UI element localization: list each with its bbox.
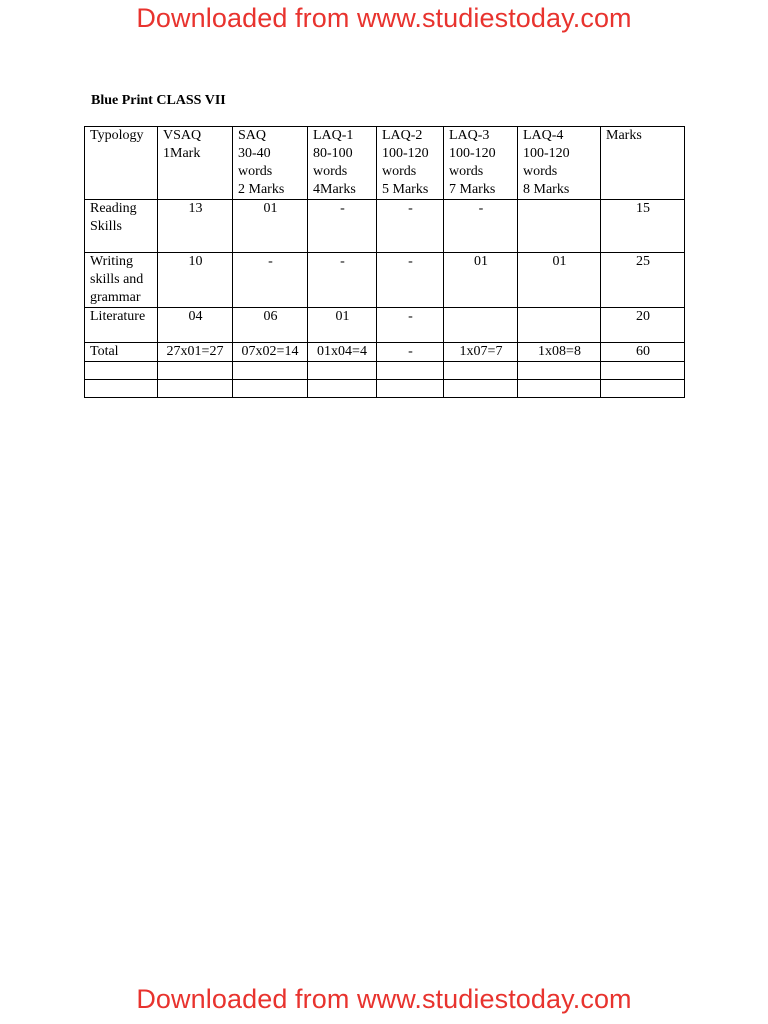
table-cell-marks: 15 bbox=[601, 200, 685, 253]
header-laq-4: LAQ-4 100-120 words 8 Marks bbox=[518, 127, 601, 200]
table-cell: 27x01=27 bbox=[158, 343, 233, 362]
table-cell bbox=[444, 380, 518, 398]
table-cell: - bbox=[377, 343, 444, 362]
row-label: Literature bbox=[85, 308, 158, 343]
table-cell: - bbox=[377, 253, 444, 308]
header-typology: Typology bbox=[85, 127, 158, 200]
table-cell: 13 bbox=[158, 200, 233, 253]
document-title: Blue Print CLASS VII bbox=[91, 93, 226, 108]
table-cell-marks: 20 bbox=[601, 308, 685, 343]
table-cell-marks: 60 bbox=[601, 343, 685, 362]
header-saq: SAQ 30-40 words 2 Marks bbox=[233, 127, 308, 200]
table-cell bbox=[518, 380, 601, 398]
table-cell: 07x02=14 bbox=[233, 343, 308, 362]
table-cell bbox=[377, 380, 444, 398]
table-cell: 04 bbox=[158, 308, 233, 343]
table-cell: 1x08=8 bbox=[518, 343, 601, 362]
table-cell bbox=[158, 362, 233, 380]
table-cell bbox=[518, 308, 601, 343]
table-row bbox=[85, 253, 685, 308]
table-cell bbox=[518, 362, 601, 380]
table-cell: - bbox=[377, 308, 444, 343]
table-cell: 06 bbox=[233, 308, 308, 343]
table-cell: 01 bbox=[233, 200, 308, 253]
table-cell bbox=[601, 362, 685, 380]
table-cell bbox=[308, 380, 377, 398]
table-cell bbox=[85, 380, 158, 398]
header-laq-2: LAQ-2 100-120 words 5 Marks bbox=[377, 127, 444, 200]
table-cell bbox=[158, 380, 233, 398]
table-cell bbox=[233, 362, 308, 380]
table-cell: 01 bbox=[518, 253, 601, 308]
table-row bbox=[85, 308, 685, 343]
table-cell: - bbox=[444, 200, 518, 253]
header-laq-3: LAQ-3 100-120 words 7 Marks bbox=[444, 127, 518, 200]
table-row-empty bbox=[85, 362, 685, 380]
table-cell bbox=[308, 362, 377, 380]
table-row-total bbox=[85, 343, 685, 362]
table-cell: 1x07=7 bbox=[444, 343, 518, 362]
table-cell bbox=[444, 308, 518, 343]
header-vsaq: VSAQ 1Mark bbox=[158, 127, 233, 200]
row-label: Reading Skills bbox=[85, 200, 158, 253]
blueprint-table bbox=[84, 126, 685, 398]
table-row bbox=[85, 200, 685, 253]
table-header-row bbox=[85, 127, 685, 200]
table-cell bbox=[444, 362, 518, 380]
table-cell bbox=[377, 362, 444, 380]
table-cell: 01x04=4 bbox=[308, 343, 377, 362]
table-cell: 01 bbox=[444, 253, 518, 308]
table-cell: 01 bbox=[308, 308, 377, 343]
table-cell bbox=[518, 200, 601, 253]
table-cell-marks: 25 bbox=[601, 253, 685, 308]
header-laq-1: LAQ-1 80-100 words 4Marks bbox=[308, 127, 377, 200]
table-cell bbox=[601, 380, 685, 398]
table-cell: - bbox=[377, 200, 444, 253]
table-cell: - bbox=[308, 200, 377, 253]
table-cell bbox=[85, 362, 158, 380]
row-label: Writing skills and grammar bbox=[85, 253, 158, 308]
table-cell bbox=[233, 380, 308, 398]
table-row-empty bbox=[85, 380, 685, 398]
table-cell: - bbox=[308, 253, 377, 308]
watermark-top: Downloaded from www.studiestoday.com bbox=[136, 3, 632, 33]
table-cell: - bbox=[233, 253, 308, 308]
table-cell: 10 bbox=[158, 253, 233, 308]
watermark-bottom: Downloaded from www.studiestoday.com bbox=[136, 984, 632, 1014]
header-marks: Marks bbox=[601, 127, 685, 200]
row-label: Total bbox=[85, 343, 158, 362]
